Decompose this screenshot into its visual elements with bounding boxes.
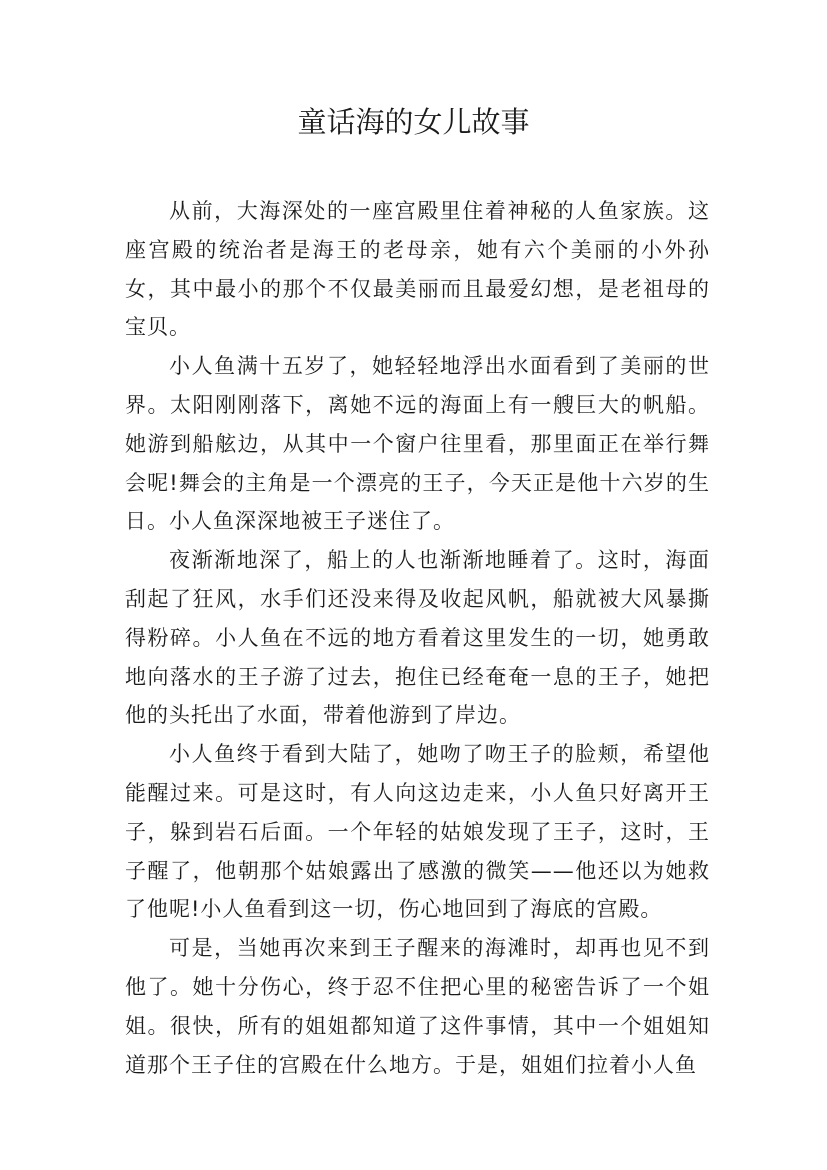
paragraph-1: 从前，大海深处的一座宫殿里住着神秘的人鱼家族。这座宫殿的统治者是海王的老母亲，她有六个美丽的小外孙女，其中最小的那个不仅最美丽而且最爱幻想，是老祖母的宝贝。 (125, 199, 710, 340)
paragraph-2: 小人鱼满十五岁了，她轻轻地浮出水面看到了美丽的世界。太阳刚刚落下，离她不远的海面上有一艘巨大的帆船。她游到船舷边，从其中一个窗户往里看，那里面正在举行舞会呢!舞会的主角是一个漂亮的王子，今天正是他十六岁的生日。小人鱼深深地被王子迷住了。 (125, 354, 710, 534)
paragraph-4: 小人鱼终于看到大陆了，她吻了吻王子的脸颊，希望他能醒过来。可是这时，有人向这边走来，小人鱼只好离开王子，躲到岩石后面。一个年轻的姑娘发现了王子，这时，王子醒了，他朝那个姑娘露出了感激的微笑——他还以为她救了他呢!小人鱼看到这一切，伤心地回到了海底的宫殿。 (125, 742, 710, 922)
document-body (125, 192, 710, 1084)
document-title: 童话海的女儿故事 (297, 105, 530, 139)
paragraph-3: 夜渐渐地深了，船上的人也渐渐地睡着了。这时，海面刮起了狂风，水手们还没来得及收起风帆，船就被大风暴撕得粉碎。小人鱼在不远的地方看着这里发生的一切，她勇敢地向落水的王子游了过去，抱住已经奄奄一息的王子，她把他的头托出了水面，带着他游到了岸边。 (125, 548, 710, 728)
paragraph-5: 可是，当她再次来到王子醒来的海滩时，却再也见不到他了。她十分伤心，终于忍不住把心里的秘密告诉了一个姐姐。很快，所有的姐姐都知道了这件事情，其中一个姐姐知道那个王子住的宫殿在什么地方。于是，姐姐们拉着小人鱼 (125, 936, 710, 1077)
